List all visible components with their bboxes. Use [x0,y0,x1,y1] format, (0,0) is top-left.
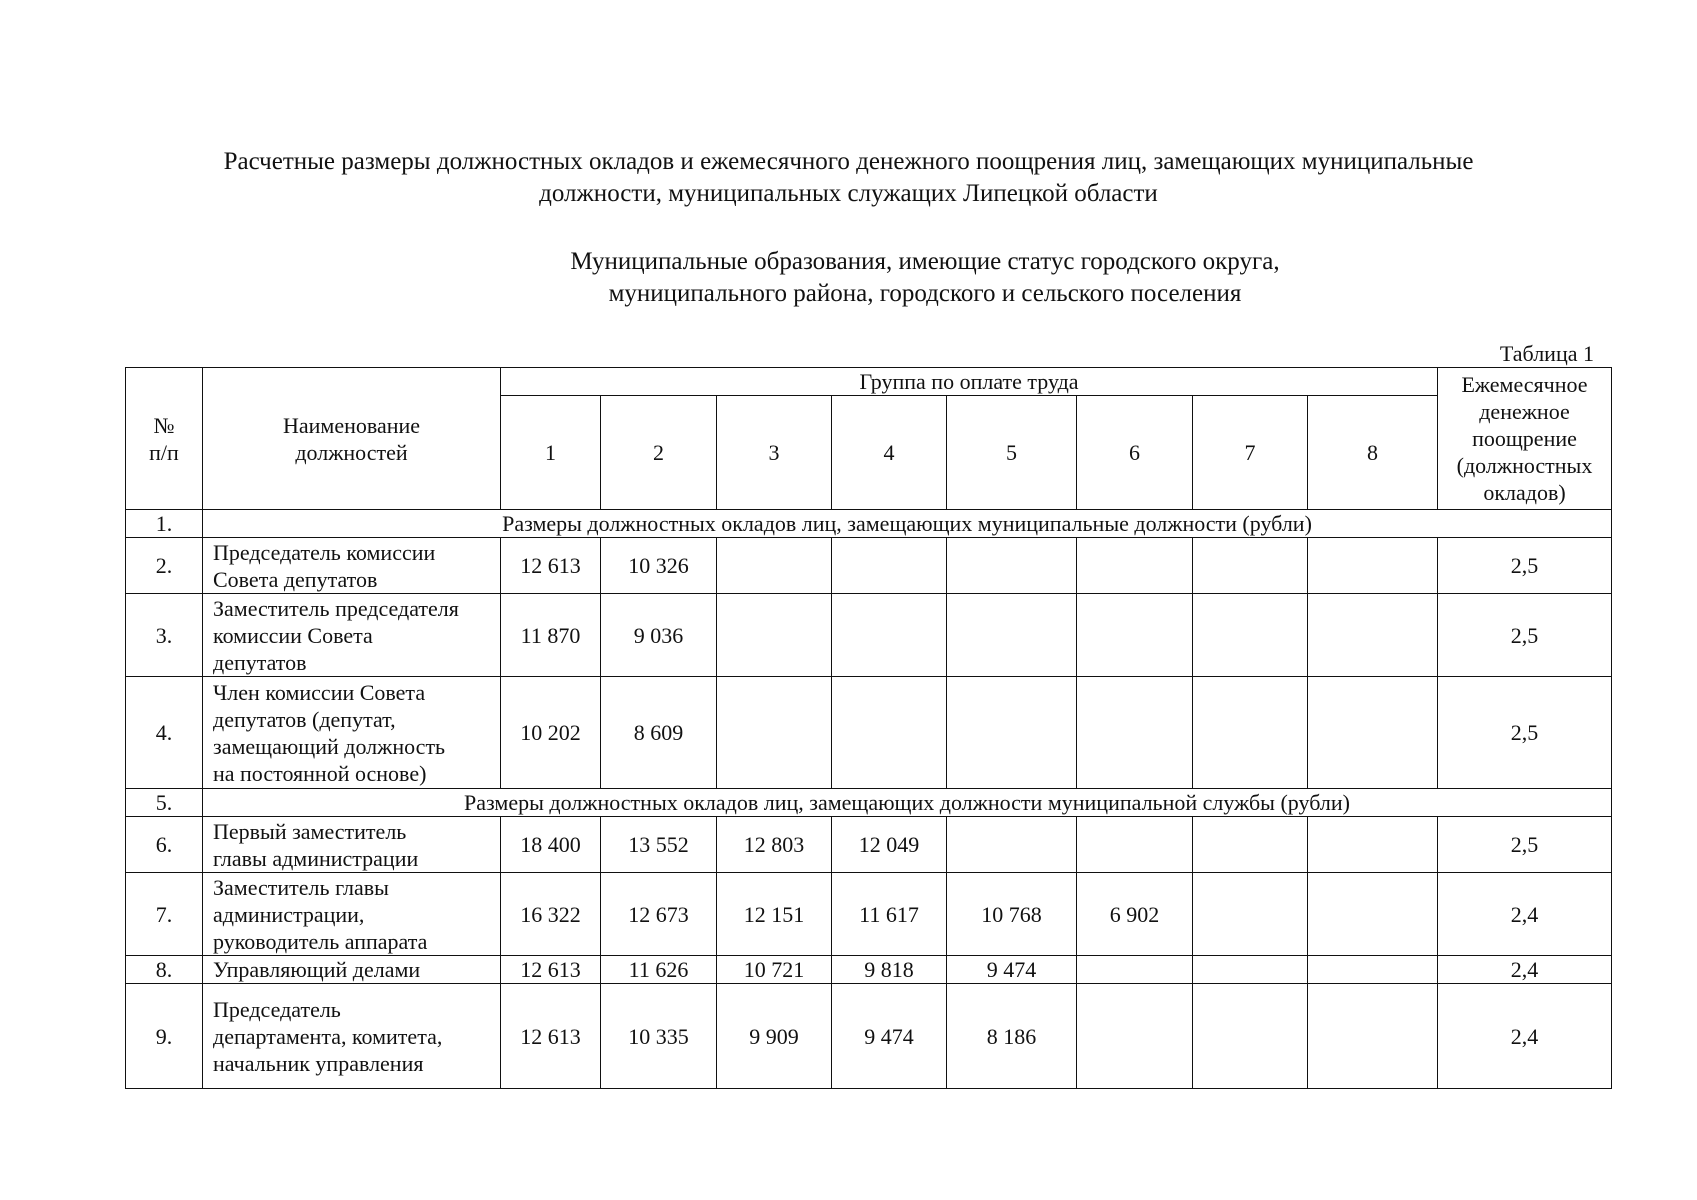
position-name-line: Первый заместитель [213,818,407,844]
salary-cell: 8 186 [947,984,1077,1089]
salary-cell: 9 474 [947,956,1077,984]
table-header [126,368,1612,510]
table-row [126,538,1612,594]
salary-cell: 10 326 [601,538,717,594]
position-name-line: Заместитель главы [213,874,389,900]
header-group-1: 1 [501,396,601,510]
position-name-line: начальник управления [213,1050,424,1076]
position-name-line: администрации, [213,901,365,927]
salary-cell [1193,594,1308,677]
header-group-6: 6 [1077,396,1193,510]
row-num: 9. [126,984,203,1089]
salary-cell: 16 322 [501,873,601,956]
section-title: Размеры должностных окладов лиц, замещающих муниципальные должности (рубли) [203,510,1612,538]
header-group-4: 4 [832,396,947,510]
header-group-7: 7 [1193,396,1308,510]
header-bonus-line-2: денежное [1479,399,1570,424]
bonus-cell: 2,4 [1438,956,1612,984]
bonus-cell: 2,5 [1438,594,1612,677]
bonus-cell: 2,4 [1438,873,1612,956]
salary-cell: 12 613 [501,984,601,1089]
table-body [126,510,1612,1089]
salary-cell [717,594,832,677]
salary-cell: 12 613 [501,538,601,594]
position-name-line: департамента, комитета, [213,1023,443,1049]
salary-cell: 11 626 [601,956,717,984]
salary-cell: 12 151 [717,873,832,956]
salary-cell: 10 721 [717,956,832,984]
header-group-5: 5 [947,396,1077,510]
salary-cell [1193,984,1308,1089]
table-row [126,677,1612,789]
header-group-3: 3 [717,396,832,510]
salary-cell [947,594,1077,677]
salary-table [125,367,1612,1089]
table-row [126,956,1612,984]
header-bonus-line-5: окладов) [1483,480,1566,505]
bonus-cell: 2,5 [1438,677,1612,789]
row-num: 7. [126,873,203,956]
salary-cell [1193,677,1308,789]
salary-cell [1077,538,1193,594]
salary-cell [1308,677,1438,789]
salary-cell: 6 902 [1077,873,1193,956]
salary-cell [1308,538,1438,594]
salary-cell: 11 617 [832,873,947,956]
salary-cell [717,677,832,789]
position-name [203,538,501,594]
table-row [126,873,1612,956]
table-row [126,984,1612,1089]
header-group-8: 8 [1308,396,1438,510]
table-row [126,594,1612,677]
salary-cell: 18 400 [501,817,601,873]
salary-cell [1308,956,1438,984]
header-pay-group: Группа по оплате труда [501,368,1438,396]
salary-cell: 10 202 [501,677,601,789]
salary-cell: 11 870 [501,594,601,677]
salary-cell: 13 552 [601,817,717,873]
table-caption: Таблица 1 [1499,341,1594,366]
header-bonus-line-1: Ежемесячное [1461,372,1588,397]
section-row [126,789,1612,817]
section-row [126,510,1612,538]
position-name-line: главы администрации [213,845,419,871]
header-name-line-1: Наименование [282,412,421,438]
position-name-line: комиссии Совета [213,622,373,648]
position-name-line: замещающий должность [213,733,446,759]
page-subtitle [400,246,1450,310]
page-title [100,146,1597,210]
salary-cell [1077,817,1193,873]
salary-cell: 10 335 [601,984,717,1089]
salary-cell [1077,984,1193,1089]
position-name-line: Член комиссии Совета [213,679,426,705]
salary-cell: 12 673 [601,873,717,956]
row-num: 1. [126,510,203,538]
row-num: 8. [126,956,203,984]
salary-cell [1077,677,1193,789]
page-subtitle-line-1: Муниципальные образования, имеющие статус городского округа, [570,248,1280,275]
salary-cell [1077,956,1193,984]
salary-cell [1308,984,1438,1089]
position-name [203,873,501,956]
header-group-2: 2 [601,396,717,510]
position-name [203,677,501,789]
salary-cell: 12 613 [501,956,601,984]
page-title-line-2: должности, муниципальных служащих Липецкой области [539,180,1158,207]
salary-cell: 9 036 [601,594,717,677]
salary-cell [1308,594,1438,677]
salary-cell: 12 803 [717,817,832,873]
position-name-line: на постоянной основе) [213,760,427,786]
position-name [203,956,501,984]
row-num: 5. [126,789,203,817]
position-name-line: Председатель комиссии [213,539,436,565]
salary-cell: 9 818 [832,956,947,984]
salary-cell [832,594,947,677]
header-num [126,368,203,510]
section-title: Размеры должностных окладов лиц, замещающих должности муниципальной службы (рубли) [203,789,1612,817]
header-name-line-2: должностей [295,439,408,465]
salary-cell [947,538,1077,594]
salary-cell [832,538,947,594]
salary-cell: 9 474 [832,984,947,1089]
salary-cell [1193,956,1308,984]
salary-cell: 8 609 [601,677,717,789]
header-bonus-line-3: поощрение [1472,426,1577,451]
bonus-cell: 2,4 [1438,984,1612,1089]
position-name [203,984,501,1089]
header-num-line-1: № [153,412,175,438]
position-name-line: депутатов (депутат, [213,706,396,732]
salary-cell [717,538,832,594]
salary-cell [1193,538,1308,594]
row-num: 2. [126,538,203,594]
salary-cell [832,677,947,789]
page-title-line-1: Расчетные размеры должностных окладов и ежемесячного денежного поощрения лиц, замещающих муниципальные [223,148,1474,175]
position-name-line: Совета депутатов [213,566,378,592]
header-bonus [1438,368,1612,510]
position-name-line: Председатель [213,996,341,1022]
salary-cell: 9 909 [717,984,832,1089]
salary-cell [947,817,1077,873]
row-num: 6. [126,817,203,873]
row-num: 4. [126,677,203,789]
page-subtitle-line-2: муниципального района, городского и сельского поселения [608,280,1242,307]
salary-cell [1193,817,1308,873]
header-row-top [126,368,1612,396]
header-num-line-2: п/п [149,439,179,465]
table-row [126,817,1612,873]
position-name-line: Заместитель председателя [213,595,459,621]
position-name-line: руководитель аппарата [213,928,428,954]
salary-cell [947,677,1077,789]
salary-cell [1308,873,1438,956]
salary-cell: 10 768 [947,873,1077,956]
salary-cell [1077,594,1193,677]
salary-cell [1193,873,1308,956]
position-name-line: депутатов [213,649,307,675]
position-name [203,594,501,677]
bonus-cell: 2,5 [1438,817,1612,873]
position-name [203,817,501,873]
salary-cell [1308,817,1438,873]
salary-cell: 12 049 [832,817,947,873]
header-name [203,368,501,510]
bonus-cell: 2,5 [1438,538,1612,594]
position-name-line: Управляющий делами [213,957,421,982]
row-num: 3. [126,594,203,677]
header-bonus-line-4: (должностных [1456,453,1593,478]
